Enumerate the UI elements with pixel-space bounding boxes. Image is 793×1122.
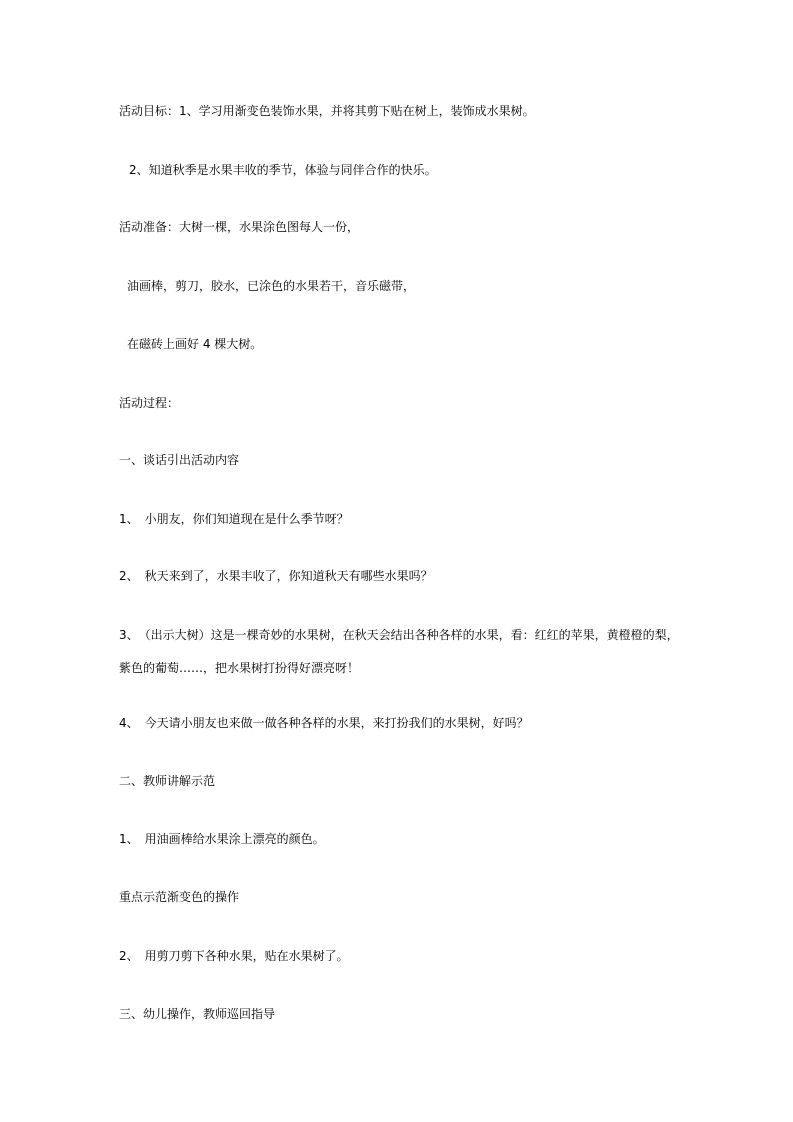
process-heading: 活动过程： — [119, 396, 180, 410]
section-three-heading: 三、幼儿操作，教师巡回指导 — [119, 1007, 276, 1021]
section-two-item-1: 1、 用油画棒给水果涂上漂亮的颜色。 — [119, 832, 325, 846]
section-one-item-2: 2、 秋天来到了，水果丰收了，你知道秋天有哪些水果吗？ — [119, 569, 433, 583]
activity-prep-line-2: 油画棒，剪刀，胶水，已涂色的水果若干，音乐磁带， — [127, 279, 416, 293]
activity-goal-line-2: 2、知道秋季是水果丰收的季节，体验与同伴合作的快乐。 — [129, 163, 437, 177]
activity-goal-line-1: 活动目标：1、学习用渐变色装饰水果，并将其剪下贴在树上，装饰成水果树。 — [119, 104, 535, 118]
section-one-item-3: 3、 （出示大树）这是一棵奇妙的水果树，在秋天会结出各种各样的水果，看：红红的苹果，黄橙橙的梨， — [119, 628, 679, 642]
activity-prep-line-3: 在磁砖上画好 4 棵大树。 — [127, 337, 263, 351]
section-two-note: 重点示范渐变色的操作 — [119, 890, 240, 904]
section-one-item-4: 4、 今天请小朋友也来做一做各种各样的水果，来打扮我们的水果树，好吗？ — [119, 716, 529, 730]
section-one-item-1: 1、 小朋友，你们知道现在是什么季节呀？ — [119, 512, 349, 526]
activity-prep-line-1: 活动准备：大树一棵，水果涂色图每人一份， — [119, 220, 360, 234]
section-one-item-3-continued: 紫色的葡萄……，把水果树打扮得好漂亮呀！ — [119, 661, 360, 675]
section-two-heading: 二、教师讲解示范 — [119, 774, 216, 788]
section-two-item-2: 2、 用剪刀剪下各种水果，贴在水果树了。 — [119, 949, 349, 963]
section-one-heading: 一、谈话引出活动内容 — [119, 453, 240, 467]
